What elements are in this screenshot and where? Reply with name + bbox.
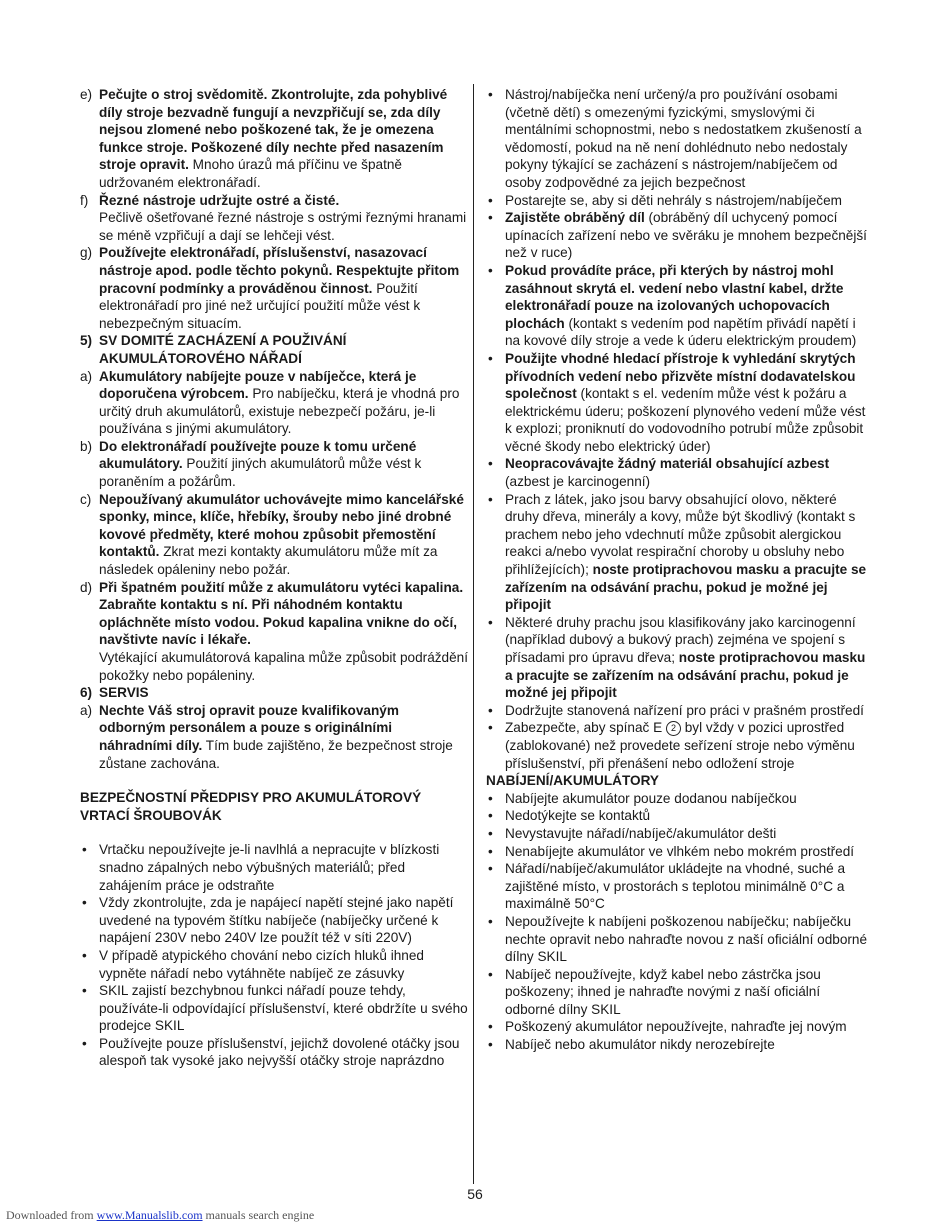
page-number: 56 [467, 1186, 483, 1202]
list-item [486, 86, 871, 192]
list-item [486, 262, 871, 350]
bullet-text: Nedotýkejte se kontaktů [505, 808, 651, 824]
list-item-e [80, 86, 468, 192]
list-item [486, 1036, 871, 1054]
list-item [486, 614, 871, 702]
item-5c-bold-text: Nepoužívaný akumulátor uchovávejte mimo kancelářské sponky, mince, klíče, hřebíky, šrouby nebo jiné drobné kovové předměty, které mohou způsobit přemostění kontaktů. [99, 491, 464, 560]
bullet-marker: • [488, 192, 493, 208]
list-marker: c) [80, 491, 92, 507]
bullet-text: Nářadí/nabíječ/akumulátor ukládejte na vhodné, suché a zajištěné místo, v prostorách s teplotou minimálně 0°C a maximálně 50°C [505, 861, 846, 912]
list-marker: g) [80, 245, 93, 261]
bullet-text: Zabezpečte, aby spínač E [505, 720, 666, 736]
section-title: SERVIS [99, 685, 149, 701]
bullet-marker: • [488, 87, 493, 102]
bullet-marker: • [82, 983, 87, 999]
charging-list [486, 790, 871, 1054]
item-g-text: Použití elektronářadí pro jiné než určující použití může vést k nebezpečným situacím. [99, 280, 421, 331]
bullet-marker: • [488, 702, 493, 718]
bullet-text: Poškozený akumulátor nepoužívejte, nahraďte jej novým [505, 1019, 847, 1035]
manualslib-link[interactable]: www.Manualslib.com [96, 1208, 203, 1222]
list-item [486, 455, 871, 490]
bullet-marker: • [488, 456, 493, 472]
list-marker: a) [80, 368, 93, 384]
list-item [486, 843, 871, 861]
bullet-marker: • [488, 1019, 493, 1035]
list-item [486, 192, 871, 210]
bullet-marker: • [488, 350, 493, 366]
bullet-marker: • [82, 895, 87, 911]
list-item [486, 790, 871, 808]
list-item-f [80, 192, 468, 245]
bullet-bold-text: Použijte vhodné hledací přístroje k vyhledání skrytých přívodních vedení nebo přizvěte místní dodavatelskou společnost [505, 350, 856, 402]
bullet-text: Nástroj/nabíječka není určený/a pro používání osobami (včetně dětí) s omezenými fyzickými, smyslovými či mentálními schopnostmi, nebo s nedostatkem zkušeností a vědomostí, pokud na ně není dohlédnuto nebo nedostaly pokyny týkající se zacházení s nástrojem/nabíječem od osoby zodpovědné za jejich bezpečnost [505, 87, 862, 190]
bullet-text: V případě atypického chování nebo cizích hluků ihned vypněte nářadí nebo vytáhněte nabíječ ze zásuvky [99, 947, 424, 981]
item-e-bold-text: Pečujte o stroj svědomitě. Zkontrolujte, zda pohyblivé díly stroje bezvadně fungují a nevzpřičují se, zda díly nejsou zlomené nebo poškozené tak, že je omezena funkce stroje. Poškozené díly nechte před nasazením stroje opravit. [99, 87, 448, 173]
column-divider [473, 84, 474, 1184]
section-number: 6) [80, 685, 93, 701]
section-title: SV DOMITÉ ZACHÁZENÍ A POUŽIVÁNÍ AKUMULÁTOROVÉHO NÁŘADÍ [99, 333, 347, 366]
bullet-marker: • [488, 843, 493, 859]
item-5c-text: Zkrat mezi kontakty akumulátoru může mít za následek opáleniny nebo požár. [99, 544, 438, 578]
list-marker: b) [80, 438, 93, 454]
footer-suffix: manuals search engine [202, 1208, 315, 1222]
bullet-text: Vrtačku nepoužívejte je-li navlhlá a nepracujte v blízkosti snadno zápalných nebo výbušných materiálů; před zahájením práce je odstraňte [99, 842, 440, 893]
list-item [486, 825, 871, 843]
list-item [486, 719, 871, 772]
bullet-text: Dodržujte stanovená nařízení pro práci v prašném prostředí [505, 702, 864, 718]
list-item [486, 209, 871, 262]
bullet-marker: • [488, 210, 493, 226]
bullet-text: Vždy zkontrolujte, zda je napájecí napětí stejné jako napětí uvedené na typovém štítku nabíječe (nabíječky určené k napájení 230V nebo 240V lze použít též v síti 220V) [99, 895, 454, 946]
bullet-marker: • [488, 808, 493, 824]
bullet-text: Nabíječ nebo akumulátor nikdy nerozebírejte [505, 1037, 775, 1053]
item-f-text: Pečlivě ošetřované řezné nástroje s ostrými řeznými hranami se méně vzpřičují a dají se lehčeji vést. [99, 210, 467, 243]
drill-safety-list [80, 841, 468, 1070]
bullet-bold-text: noste protiprachovou masku a pracujte se zařízením na odsávání prachu, pokud je možné jej připojit [505, 650, 866, 701]
bullet-bold-text: Neopracovávajte žádný materiál obsahující azbest [505, 456, 830, 472]
bullet-bold-text: noste protiprachovou masku a pracujte se zařízením na odsávání prachu, pokud je možné jej připojit [505, 562, 867, 613]
list-item [486, 807, 871, 825]
bullet-text: (kontakt s vedením pod napětím přivádí napětí i na kovové díly stroje a vede k úderu elektrickým proudem) [505, 315, 857, 349]
section-5-heading [80, 332, 468, 367]
charging-heading: NABÍJENÍ/AKUMULÁTORY [486, 773, 659, 789]
bullet-marker: • [488, 790, 493, 806]
list-item [80, 982, 468, 1035]
bullet-text: Nevystavujte nářadí/nabíječ/akumulátor dešti [505, 825, 777, 841]
bullet-text: (obráběný díl uchycený pomocí upínacích zařízení nebo ve svěráku je mnohem bezpečnější než v ruce) [505, 210, 867, 261]
circled-figure-reference: 2 [666, 721, 681, 736]
item-5d-bold-text: Při špatném použití může z akumulátoru vytéci kapalina. Zabraňte kontaktu s ní. Při náhodném kontaktu opláchněte místo vodou. Pokud kapalina vnikne do očí, navštivte navíc i lékaře. [99, 579, 464, 648]
list-item [486, 913, 871, 966]
bullet-marker: • [488, 720, 493, 736]
bullet-text: Používejte pouze příslušenství, jejichž dovolené otáčky jsou alespoň tak vysoké jako nejvyšší otáčky stroje naprázdno [99, 1035, 460, 1069]
bullet-bold-text: Pokud provádíte práce, při kterých by nástroj mohl zasáhnout skrytá el. vedení nebo vlastní kabel, držte elektronářadí pouze na izolovaných uchopovacích plochách [505, 262, 844, 331]
list-item [486, 491, 871, 614]
item-e-text: Mnoho úrazů má příčinu ve špatně udržovaném elektronářadí. [99, 157, 402, 190]
item-6a-bold-text: Nechte Váš stroj opravit pouze kvalifikovaným odborným personálem a pouze s originálními náhradními díly. [99, 702, 399, 753]
bullet-marker: • [488, 861, 493, 877]
bullet-text: byl vždy v pozici uprostřed (zablokované) než provedete seřízení stroje nebo výměnu příslušenství, při přenášení nebo odložení stroje [505, 720, 855, 771]
right-column [486, 86, 871, 1054]
bullet-marker: • [488, 491, 493, 507]
list-item-5a [80, 368, 468, 438]
item-6a-text: Tím bude zajištěno, že bezpečnost stroje zůstane zachována. [99, 737, 453, 771]
section-6-heading [80, 684, 468, 702]
bullet-text: (kontakt s el. vedením může vést k požáru a elektrickému úderu; poškození plynového vedení může vést k explozi; proniknutí do vodovodního potrubí může způsobit věcné škody nebo elektrický úder) [505, 386, 866, 454]
bullet-marker: • [488, 966, 493, 982]
item-5a-text: Pro nabíječku, která je vhodná pro určitý druh akumulátorů, existuje nebezpečí požáru, je-li používána s jinými akumulátory. [99, 386, 460, 437]
item-5b-bold-text: Do elektronářadí používejte pouze k tomu určené akumulátory. [99, 438, 417, 472]
list-marker: e) [80, 87, 93, 102]
left-column [80, 86, 468, 1070]
list-item-6a [80, 702, 468, 772]
list-item [486, 702, 871, 720]
bullet-marker: • [488, 614, 493, 630]
bullet-marker: • [488, 825, 493, 841]
bullet-text: SKIL zajistí bezchybnou funkci nářadí pouze tehdy, používáte-li odpovídající příslušenství, které obdržíte u svého prodejce SKIL [99, 983, 468, 1034]
bullet-marker: • [488, 1037, 493, 1053]
bullet-marker: • [488, 262, 493, 278]
bullet-marker: • [82, 947, 87, 963]
item-5a-bold-text: Akumulátory nabíjejte pouze v nabíječce, která je doporučena výrobcem. [99, 368, 417, 402]
bullet-marker: • [82, 1035, 87, 1051]
bullet-marker: • [488, 913, 493, 929]
list-item-5d [80, 579, 468, 685]
list-item [80, 894, 468, 947]
list-item [486, 966, 871, 1019]
list-item [80, 1035, 468, 1070]
bullet-bold-text: Zajistěte obráběný díl [505, 210, 645, 226]
list-marker: a) [80, 702, 93, 718]
bullet-text: Prach z látek, jako jsou barvy obsahující olovo, některé druhy dřeva, minerály a kovy, může být škodlivý (kontakt s prachem nebo jeho vdechnutí může způsobit alergickou reakci a/nebo vyvolat respirační choroby u obsluhy nebo přihlížejících); [505, 491, 856, 578]
item-5d-text: Vytékající akumulátorová kapalina může způsobit podráždění pokožky nebo popáleniny. [99, 650, 469, 683]
footer-prefix: Downloaded from [6, 1208, 97, 1222]
drill-safety-heading: BEZPEČNOSTNÍ PŘEDPISY PRO AKUMULÁTOROVÝ VRTACÍ ŠROUBOVÁK [80, 790, 422, 823]
list-item-5c [80, 491, 468, 579]
bullet-text: Některé druhy prachu jsou klasifikovány jako karcinogenní (například dubový a bukový prach) zejména ve spojení s přísadami pro úpravu dřeva; [505, 614, 856, 665]
item-f-bold-text: Řezné nástroje udržujte ostré a čisté. [99, 192, 340, 208]
list-item-g [80, 244, 468, 332]
item-g-bold-text: Používejte elektronářadí, příslušenství, nasazovací nástroje apod. podle těchto pokynů. Respektujte přitom pracovní podmínky a prováděnou činnost. [99, 245, 460, 296]
list-item [486, 1018, 871, 1036]
bullet-text: Postarejte se, aby si děti nehrály s nástrojem/nabíječem [505, 192, 842, 208]
bullet-text: Nepoužívejte k nabíjeni poškozenou nabíječku; nabíječku nechte opravit nebo nahraďte novou z naší oficiální odborné dílny SKIL [505, 913, 868, 965]
list-item [80, 841, 468, 894]
list-item [486, 860, 871, 913]
list-marker: f) [80, 192, 89, 208]
download-footer [6, 1208, 314, 1223]
list-item-5b [80, 438, 468, 491]
list-item [80, 947, 468, 982]
list-item [486, 350, 871, 456]
list-marker: d) [80, 579, 93, 595]
bullet-text: (azbest je karcinogenní) [505, 474, 651, 490]
section-number: 5) [80, 333, 93, 349]
bullet-marker: • [82, 842, 87, 858]
item-5b-text: Použití jiných akumulátorů může vést k poraněním a požárům. [99, 456, 422, 490]
bullet-text: Nabíječ nepoužívejte, když kabel nebo zástrčka jsou poškozeny; ihned je nahraďte novými z naší oficiální odborné dílny SKIL [505, 966, 821, 1017]
bullet-text: Nabíjejte akumulátor pouze dodanou nabíječkou [505, 790, 797, 806]
bullet-text: Nenabíjejte akumulátor ve vlhkém nebo mokrém prostředí [505, 843, 855, 859]
